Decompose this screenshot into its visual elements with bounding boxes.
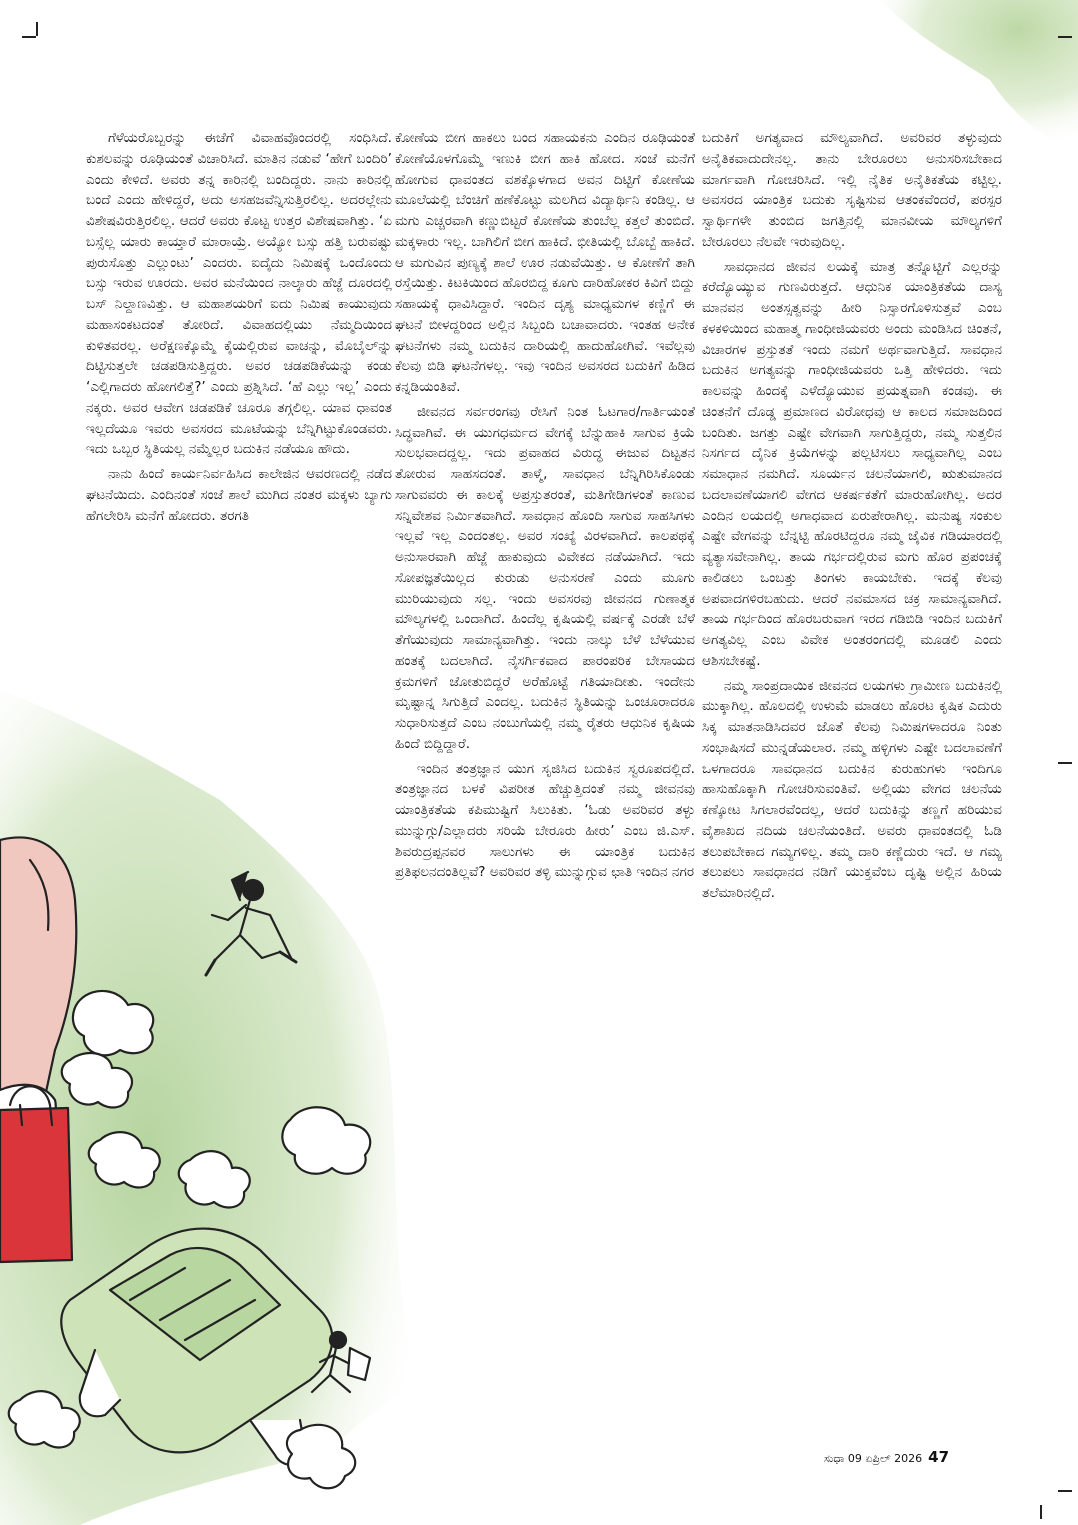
article-column-2: [395, 128, 695, 883]
page-footer: [824, 1448, 949, 1466]
crop-mark-bottom-right-v: [1040, 1505, 1042, 1519]
magazine-date: ಸುಧಾ 09 ಏಪ್ರಿಲ್ 2026: [824, 1452, 923, 1465]
col2-paragraph-3: ಇಂದಿನ ತಂತ್ರಜ್ಞಾನ ಯುಗ ಸೃಜಿಸಿದ ಬದುಕಿನ ಸ್ವರೂಪದಲ್ಲಿದೆ. ತಂತ್ರಜ್ಞಾನದ ಬಳಕೆ ವಿಪರೀತ ಹೆಚ್ಚುತ್ತಿದಂತೆ ನಮ್ಮ ಜೀವನವು ಯಾಂತ್ರಿಕತೆಯ ಕಪಿಮುಷ್ಟಿಗೆ ಸಿಲುಕಿತು. ‘ಓಡು ಅವರಿವರ ತಳ್ಳು ಮುನ್ನುಗ್ಗು/ಎಲ್ಲಾದರು ಸರಿಯೆ ಬೇರೂರು ಹೀರು’ ಎಂಬ ಜಿ.ಎಸ್. ಶಿವರುದ್ರಪ್ಪನವರ ಸಾಲುಗಳು ಈ ಯಾಂತ್ರಿಕ ಬದುಕಿನ ಪ್ರತಿಫಲನದಂತಿಲ್ಲವೆ? ಅವರಿವರ ತಳ್ಳಿ ಮುನ್ನುಗ್ಗುವ ಛಾತಿ ಇಂದಿನ ನಗರ: [395, 760, 695, 881]
col2-paragraph-1: ಕೋಣೆಯ ಬೀಗ ಹಾಕಲು ಬಂದ ಸಹಾಯಕನು ಎಂದಿನ ರೂಢಿಯಂತೆ ಕೋಣೆಯೊಳಗೊಮ್ಮೆ ಇಣುಕಿ ಬೀಗ ಹಾಕಿ ಹೋದ. ಸಂಜೆ ಮನೆಗೆ ಹೋಗುವ ಧಾವಂತದ ವಶಕ್ಕೊಳಗಾದ ಅವನ ದಿಟ್ಟಿಗೆ ಕೋಣೆಯ ಮೂಲೆಯಲ್ಲಿ ಬೆಂಚಿಗೆ ಹಣೆಕೊಟ್ಟು ಮಲಗಿದ ವಿದ್ಯಾರ್ಥಿನಿ ಕಂಡಿಲ್ಲ. ಆ ಮಗು ಎಚ್ಚರವಾಗಿ ಕಣ್ಣುಬಿಟ್ಟರೆ ಕೋಣೆಯ ತುಂಬೆಲ್ಲ ಕತ್ತಲೆ ತುಂಬಿದೆ. ಮಕ್ಕಳಾರು ಇಲ್ಲ. ಬಾಗಿಲಿಗೆ ಬೀಗ ಹಾಕಿದೆ. ಭೀತಿಯಲ್ಲಿ ಬೊಬ್ಬೆ ಹಾಕಿದೆ. ಆ ಮಗುವಿನ ಪುಣ್ಯಕ್ಕೆ ಶಾಲೆ ಊರ ನಡುವೆಯಿತ್ತು. ಆ ಕೋಣೆಗೆ ತಾಗಿ ರಸ್ತೆಯಿತ್ತು. ಕಿಟಕಿಯಿಂದ ಹೊರಬಿದ್ದ ಕೂಗು ದಾರಿಹೋಕರ ಕಿವಿಗೆ ಬಿದ್ದು ಸಹಾಯಕ್ಕೆ ಧಾವಿಸಿದ್ದಾರೆ. ಇಂದಿನ ದೃಶ್ಯ ಮಾಧ್ಯಮಗಳ ಕಣ್ಣಿಗೆ ಈ ಘಟನೆ ಬೀಳದ್ದರಿಂದ ಅಲ್ಲಿನ ಸಿಬ್ಬಂದಿ ಬಚಾವಾದರು. ಇಂತಹ ಅನೇಕ ಘಟನೆಗಳು ನಮ್ಮ ಬದುಕಿನ ದಾರಿಯಲ್ಲಿ ಹಾದುಹೋಗಿವೆ. ಇವೆಲ್ಲವು ಕೆಲವು ಬಿಡಿ ಘಟನೆಗಳಲ್ಲ. ಇವು ಇಂದಿನ ಅವಸರದ ಬದುಕಿಗೆ ಹಿಡಿದ ಕನ್ನಡಿಯಂತಿವೆ.: [395, 130, 695, 395]
col3-paragraph-3: ನಮ್ಮ ಸಾಂಪ್ರದಾಯಿಕ ಜೀವನದ ಲಯಗಳು ಗ್ರಾಮೀಣ ಬದುಕಿನಲ್ಲಿ ಮುಕ್ಕಾಗಿಲ್ಲ. ಹೊಲದಲ್ಲಿ ಉಳುಮೆ ಮಾಡಲು ಹೊರಟ ಕೃಷಿಕ ಎದುರು ಸಿಕ್ಕ ಮಾತನಾಡಿಸಿದವರ ಜೊತೆ ಕೆಲವು ನಿಮಿಷಗಳಾದರೂ ನಿಂತು ಸಂಭಾಷಿಸದೆ ಮುನ್ನಡೆಯಲಾರ. ನಮ್ಮ ಹಳ್ಳಿಗಳು ಎಷ್ಟೇ ಬದಲಾವಣೆಗೆ ಒಳಗಾದರೂ ಸಾವಧಾನದ ಬದುಕಿನ ಕುರುಹುಗಳು ಇಂದಿಗೂ ಹಾಸುಹೊಕ್ಕಾಗಿ ಗೋಚರಿಸುವಂತಿವೆ. ಅಲ್ಲಿಯು ವೇಗದ ಚಲನೆಯ ಕಣ್ಕೋಟ ಸಿಗಲಾರವೆಂದಲ್ಲ, ಆದರೆ ಬದುಕಿನ್ನು ತಣ್ಣಗೆ ಹರಿಯುವ ವೈಶಾಖದ ನದಿಯ ಚಲನೆಯಂತಿದೆ. ಅವರು ಧಾವಂತದಲ್ಲಿ ಓಡಿ ತಲುಪಬೇಕಾದ ಗಮ್ಯಗಳಿಲ್ಲ. ತಮ್ಮ ದಾರಿ ಕಣ್ಣೆದುರು ಇದೆ. ಆ ಗಮ್ಯ ತಲುಪಲು ಸಾವಧಾನದ ನಡಿಗೆ ಯುಕ್ತವೆಂಬ ದೃಷ್ಟಿ ಅಲ್ಲಿನ ಹಿರಿಯ ತಲೆಮಾರಿನಲ್ಲಿದೆ.: [702, 677, 1002, 901]
col2-paragraph-2: ಜೀವನದ ಸರ್ವರಂಗವು ರೇಸಿಗೆ ನಿಂತ ಓಟಗಾರ/ಗಾರ್ತಿಯಂತೆ ಸಿದ್ಧವಾಗಿವೆ. ಈ ಯುಗಧರ್ಮದ ವೇಗಕ್ಕೆ ಬೆನ್ನುಹಾಕಿ ಸಾಗುವ ಕ್ರಿಯೆ ಸುಲಭವಾದದ್ದಲ್ಲ. ಇದು ಪ್ರವಾಹದ ವಿರುದ್ಧ ಈಜುವ ದಿಟ್ಟತನ ತೋರುವ ಸಾಹಸದಂತೆ. ತಾಳ್ಮೆ, ಸಾವಧಾನ ಬೆನ್ನಿಗಿರಿಸಿಕೊಂಡು ಸಾಗುವವರು ಈ ಕಾಲಕ್ಕೆ ಅಪ್ರಸ್ತುತರಂತೆ, ಮತಿಗೇಡಿಗಳಂತೆ ಕಾಣುವ ಸನ್ನಿವೇಶವ ನಿರ್ಮಿತವಾಗಿದೆ. ಸಾವಧಾನ ಹೊಂದಿ ಸಾಗುವ ಸಾಹಸಿಗಳು ಇಲ್ಲವೆ ಇಲ್ಲ ಎಂದಂತಲ್ಲ. ಅವರ ಸಂಖ್ಯೆ ವಿರಳವಾಗಿದೆ. ಕಾಲಪಥಕ್ಕೆ ಅನುಸಾರವಾಗಿ ಹೆಜ್ಜೆ ಹಾಕುವುದು ವಿವೇಕದ ನಡೆಯಾಗಿದೆ. ಇದು ಸೋಪಜ್ಞತೆಯಿಲ್ಲದ ಕುರುಡು ಅನುಸರಣೆ ಎಂದು ಮೂಗು ಮುರಿಯುವುದು ಸಲ್ಲ. ಇಂದು ಅವಸರವು ಜೀವನದ ಗುಣಾತ್ಮಕ ಮೌಲ್ಯಗಳಲ್ಲಿ ಒಂದಾಗಿದೆ. ಹಿಂದೆಲ್ಲ ಕೃಷಿಯಲ್ಲಿ ವರ್ಷಕ್ಕೆ ಎರಡೇ ಬೆಳೆ ತೆಗೆಯುವುದು ಸಾಮಾನ್ಯವಾಗಿತ್ತು. ಇಂದು ನಾಲ್ಕು ಬೆಳೆ ಬೆಳೆಯುವ ಹಂತಕ್ಕೆ ಬದಲಾಗಿದೆ. ನೈಸರ್ಗಿಕವಾದ ಪಾರಂಪರಿಕ ಬೇಸಾಯದ ಕ್ರಮಗಳಿಗೆ ಜೋತುಬಿದ್ದರೆ ಅರೆಹೊಟ್ಟೆ ಗತಿಯಾದೀತು. ಇಂದೇನು ಮೃಷ್ಟಾನ್ನ ಸಿಗುತ್ತಿದೆ ಎಂದಲ್ಲ. ಬದುಕಿನ ಸ್ಥಿತಿಯನ್ನು ಒಂಚೂರಾದರೂ ಸುಧಾರಿಸುತ್ತದೆ ಎಂಬ ನಂಬುಗೆಯಲ್ಲಿ ನಮ್ಮ ರೈತರು ಆಧುನಿಕ ಕೃಷಿಯ ಹಿಂದೆ ಬಿದ್ದಿದ್ದಾರೆ.: [395, 403, 695, 752]
crop-mark-right-mid: [1058, 762, 1072, 764]
col3-paragraph-2: ಸಾವಧಾನದ ಜೀವನ ಲಯಕ್ಕೆ ಮಾತ್ರ ತನ್ನೊಟ್ಟಿಗೆ ಎಲ್ಲರನ್ನು ಕರೆದ್ಯೊಯ್ಯುವ ಗುಣವಿರುತ್ತದೆ. ಆಧುನಿಕ ಯಾಂತ್ರಿಕತೆಯ ದಾಸ್ಯ ಮಾನವನ ಅಂತಸ್ಸತ್ವವನ್ನು ಹೀರಿ ನಿಸ್ಸಾರಗೊಳಿಸುತ್ತವೆ ಎಂಬ ಕಳಕಳಿಯಿಂದ ಮಹಾತ್ಮ ಗಾಂಧೀಜಿಯವರು ಅಂದು ಮಂಡಿಸಿದ ಚಿಂತನೆ, ವಿಚಾರಗಳ ಪ್ರಸ್ತುತತೆ ಇಂದು ನಮಗೆ ಅರ್ಥವಾಗುತ್ತಿದೆ. ಸಾವಧಾನ ಬದುಕಿನ ಅಗತ್ಯವನ್ನು ಗಾಂಧೀಜಿಯವರು ಒತ್ತಿ ಹೇಳಿದರು. ಇದು ಕಾಲವನ್ನು ಹಿಂದಕ್ಕೆ ಎಳೆದ್ಯೊಯುವ ಪ್ರಯತ್ನವಾಗಿ ಕಂಡವು. ಈ ಚಿಂತನೆಗೆ ದೊಡ್ಡ ಪ್ರಮಾಣದ ವಿರೋಧವು ಆ ಕಾಲದ ಸಮಾಜದಿಂದ ಬಂದಿತು. ಜಗತ್ತು ಎಷ್ಟೇ ವೇಗವಾಗಿ ಸಾಗುತ್ತಿದ್ದರು, ನಮ್ಮ ಸುತ್ತಲಿನ ನಿಸರ್ಗದ ದೈನಿಕ ಕ್ರಿಯೆಗಳನ್ನು ಪಲ್ಲಟಿಸಲು ಸಾಧ್ಯವಾಗಿಲ್ಲ ಎಂಬ ಸಮಾಧಾನ ನಮಗಿದೆ. ಸೂರ್ಯನ ಚಲನೆಯಾಗಲಿ, ಋತುಮಾನದ ಬದಲಾವಣೆಯಾಗಲಿ ವೇಗದ ಆಕರ್ಷಕತೆಗೆ ಮಾರುಹೋಗಿಲ್ಲ. ಅದರ ಎಂದಿನ ಲಯದಲ್ಲಿ ಅಗಾಧವಾದ ಏರುಪೇರಾಗಿಲ್ಲ. ಮನುಷ್ಯ ಸಂಕುಲ ಎಷ್ಟೇ ವೇಗವನ್ನು ಬೆನ್ನಟ್ಟಿ ಹೊರಟಿದ್ದರೂ ನಮ್ಮ ಜೈವಿಕ ಗಡಿಯಾರದಲ್ಲಿ ವ್ಯತ್ಯಾಸವೇನಾಗಿಲ್ಲ. ತಾಯ ಗರ್ಭದಲ್ಲಿರುವ ಮಗು ಹೊರ ಪ್ರಪಂಚಕ್ಕೆ ಕಾಲಿಡಲು ಒಂಬತ್ತು ತಿಂಗಳು ಕಾಯಬೇಕು. ಇದಕ್ಕೆ ಕೆಲವು ಅಪವಾದಗಳಿರಬಹುದು. ಆದರೆ ನವಮಾಸದ ಚಕ್ರ ಸಾಮಾನ್ಯವಾಗಿದೆ. ತಾಯ ಗರ್ಭದಿಂದ ಹೊರಬರುವಾಗ ಇರದ ಗಡಿಬಿಡಿ ಇಂದಿನ ಬದುಕಿಗೆ ಅಗತ್ಯವಿಲ್ಲ ಎಂಬ ವಿವೇಕ ಅಂತರಂಗದಲ್ಲಿ ಮೂಡಲಿ ಎಂದು ಆಶಿಸಬೇಕಷ್ಟೆ.: [702, 258, 1002, 669]
col1-paragraph-1: ಗೆಳೆಯರೊಬ್ಬರನ್ನು ಈಚೆಗೆ ವಿವಾಹವೊಂದರಲ್ಲಿ ಸಂಧಿಸಿದೆ. ಕುಶಲವನ್ನು ರೂಢಿಯಂತೆ ವಿಚಾರಿಸಿದೆ. ಮಾತಿನ ನಡುವೆ ‘ಹೇಗೆ ಬಂದಿರಿ’ ಎಂದು ಕೇಳಿದೆ. ಅವರು ತನ್ನ ಕಾರಿನಲ್ಲಿ ಬಂದಿದ್ದರು. ನಾನು ಕಾರಿನಲ್ಲಿ ಬಂದೆ ಎಂದು ಹೇಳಿದ್ದರೆ, ಅದು ಅಸಹಜವೆನ್ನಿಸುತ್ತಿರಲಿಲ್ಲ. ಅದರಲ್ಲೇನು ವಿಶೇಷವಿರುತ್ತಿರಲಿಲ್ಲ. ಆದರೆ ಅವರು ಕೊಟ್ಟ ಉತ್ತರ ವಿಶೇಷವಾಗಿತ್ತು. ‘ಏ ಬಸ್ಸೆಲ್ಲ ಯಾರು ಕಾಯ್ತಾರೆ ಮಾರಾಯ್ರೆ. ಅಯ್ಯೋ ಬಸ್ಸು ಹತ್ತಿ ಬರುವಷ್ಟು ಪುರುಸೊತ್ತು ಎಲ್ಲುಂಟು’ ಎಂದರು. ಐದೈದು ನಿಮಿಷಕ್ಕೆ ಒಂದೊಂದು ಬಸ್ಸು ಇರುವ ಊರದು. ಅವರ ಮನೆಯಿಂದ ನಾಲ್ಕಾರು ಹೆಜ್ಜೆ ದೂರದಲ್ಲಿ ಬಸ್ ನಿಲ್ದಾಣವಿತ್ತು. ಆ ಮಹಾಶಯರಿಗೆ ಐದು ನಿಮಿಷ ಕಾಯುವುದು ಮಹಾಸಂಕಟದಂತೆ ತೋರಿದೆ. ವಿವಾಹದಲ್ಲಿಯು ನೆಮ್ಮದಿಯಿಂದ ಕುಳಿತವರಲ್ಲ. ಅರೆಕ್ಷಣಕ್ಕೊಮ್ಮೆ ಕೈಯಲ್ಲಿರುವ ವಾಚನ್ನು, ಮೊಬೈಲ್‌ನ್ನು ದಿಟ್ಟಿಸುತ್ತಲೇ ಚಡಪಡಿಸುತ್ತಿದ್ದರು. ಅವರ ಚಡಪಡಿಕೆಯನ್ನು ಕಂಡು ‘ಎಲ್ಲಿಗಾದರು ಹೋಗಲಿತ್ತೆ?’ ಎಂದು ಪ್ರಶ್ನಿಸಿದೆ. ‘ಹೆ ಎಲ್ಲು ಇಲ್ಲ’ ಎಂದು ನಕ್ಕರು. ಅವರ ಆವೇಗ ಚಡಪಡಿಕೆ ಚೂರೂ ತಗ್ಗಲಿಲ್ಲ. ಯಾವ ಧಾವಂತ ಇಲ್ಲದೆಯೂ ಇವರು ಅವಸರದ ಮೂಟೆಯನ್ನು ಬೆನ್ನಿಗಿಟ್ಟುಕೊಂಡವರು. ಇದು ಒಬ್ಬರ ಸ್ಥಿತಿಯಲ್ಲ ನಮ್ಮೆಲ್ಲರ ಬದುಕಿನ ನಡೆಯೂ ಹೌದು.: [86, 130, 392, 458]
hurry-illustration: [0, 700, 420, 1500]
col1-paragraph-2: ನಾನು ಹಿಂದೆ ಕಾರ್ಯನಿರ್ವಹಿಸಿದ ಕಾಲೇಜಿನ ಆವರಣದಲ್ಲಿ ನಡೆದ ಘಟನೆಯಿದು. ಎಂದಿನಂತೆ ಸಂಜೆ ಶಾಲೆ ಮುಗಿದ ನಂತರ ಮಕ್ಕಳು ಬ್ಯಾಗು ಹೆಗಲೇರಿಸಿ ಮನೆಗೆ ಹೋದರು. ತರಗತಿ: [86, 466, 392, 524]
article-column-3: [702, 128, 1002, 904]
crop-mark-top-left: [22, 36, 36, 38]
article-column-1: [86, 128, 392, 526]
page-number: 47: [928, 1448, 950, 1466]
crop-mark-top-left-v: [36, 22, 38, 36]
crop-mark-bottom-right: [1058, 1490, 1072, 1492]
col3-paragraph-1: ಬದುಕಿಗೆ ಅಗತ್ಯವಾದ ಮೌಲ್ಯವಾಗಿದೆ. ಅವರಿವರ ತಳ್ಳುವುದು ಅನೈತಿಕವಾದುದೇನಲ್ಲ. ತಾನು ಬೇರೂರಲು ಅನುಸರಿಸಬೇಕಾದ ಮಾರ್ಗವಾಗಿ ಗೋಚರಿಸಿದೆ. ಇಲ್ಲಿ ನೈತಿಕ ಅನೈತಿಕತೆಯ ಕಟ್ಟಿಲ್ಲ. ಅವಸರದ ಯಾಂತ್ರಿಕ ಬದುಕು ಸೃಷ್ಟಿಸುವ ಆತಂಕವೆಂದರೆ, ಪರಸ್ಪರ ಸ್ವಾರ್ಥಿಗಳೇ ತುಂಬಿದ ಜಗತ್ತಿನಲ್ಲಿ ಮಾನವೀಯ ಮೌಲ್ಯಗಳಿಗೆ ಬೇರೂರಲು ನೆಲವೇ ಇರುವುದಿಲ್ಲ.: [702, 130, 1002, 250]
crop-mark-top-right: [1058, 36, 1072, 38]
